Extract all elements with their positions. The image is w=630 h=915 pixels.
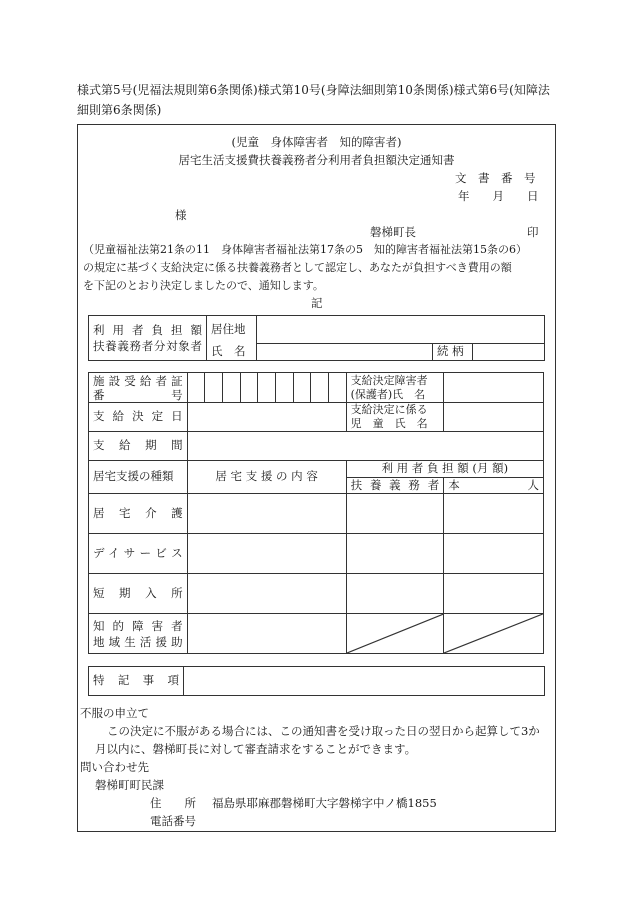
burden-header: 利 用 者 負 担 額 (月 額) bbox=[346, 461, 543, 478]
diagonal-strike bbox=[347, 614, 444, 653]
facility-number-digit[interactable] bbox=[293, 373, 311, 403]
facility-number-digit[interactable] bbox=[258, 373, 276, 403]
appeal-line-1: この決定に不服がある場合には、この通知書を受け取った日の翌日から起算して3か bbox=[107, 724, 540, 738]
addressee-suffix: 様 bbox=[175, 208, 187, 222]
service-type-header: 居宅支援の種類 bbox=[89, 461, 188, 494]
body-line-2: の規定に基づく支給決定に係る扶養義務者として認定し、あなたが負担すべき費用の額 bbox=[83, 261, 512, 274]
residence-label: 居住地 bbox=[207, 316, 257, 344]
body-line-3: を下記のとおり決定しましたので、通知します。 bbox=[83, 279, 324, 292]
appeal-heading: 不服の申立て bbox=[80, 706, 149, 720]
document-title: 居宅生活支援費扶養義務者分利用者負担額決定通知書 bbox=[178, 153, 455, 167]
principal-amount-crossed-cell bbox=[444, 614, 544, 654]
facility-number-digit[interactable] bbox=[205, 373, 223, 403]
ki-label: 記 bbox=[311, 296, 323, 310]
facility-number-label: 施設受給者証 番 号 bbox=[89, 373, 188, 403]
facility-number-digit[interactable] bbox=[311, 373, 329, 403]
service-content-cell[interactable] bbox=[187, 494, 346, 534]
principal-amount-cell[interactable] bbox=[444, 574, 544, 614]
obligor-amount-cell[interactable] bbox=[346, 574, 444, 614]
decision-date-value[interactable] bbox=[187, 403, 346, 432]
principal-header: 本 人 bbox=[444, 477, 544, 494]
diagonal-strike bbox=[444, 614, 543, 653]
facility-number-digit[interactable] bbox=[187, 373, 205, 403]
service-row-home-care: 居 宅 介 護 bbox=[89, 494, 188, 534]
facility-number-digit[interactable] bbox=[240, 373, 258, 403]
document-number-label: 文 書 番 号 bbox=[455, 171, 536, 185]
relation-label: 続 柄 bbox=[433, 344, 473, 361]
appeal-line-2: 月以内に、磐梯町長に対して審査請求をすることができます。 bbox=[95, 742, 417, 756]
facility-number-digit[interactable] bbox=[328, 373, 346, 403]
facility-number-digit[interactable] bbox=[222, 373, 240, 403]
issuer: 磐梯町長 bbox=[370, 225, 416, 239]
benefit-period-value[interactable] bbox=[187, 432, 543, 461]
contact-address-value: 福島県耶麻郡磐梯町大字磐梯字中ノ橋1855 bbox=[212, 796, 437, 810]
contact-heading: 問い合わせ先 bbox=[80, 760, 149, 774]
form-reference: 様式第5号(児福法規則第6条関係)様式第10号(身障法細則第10条関係)様式第6号(知障法細則第6条関係) bbox=[77, 83, 550, 117]
contact-phone-label: 電話番号 bbox=[150, 814, 196, 828]
child-name-value[interactable] bbox=[444, 403, 544, 432]
decision-date-label: 支 給 決 定 日 bbox=[89, 403, 188, 432]
remarks-table bbox=[88, 666, 545, 696]
contact-office: 磐梯町町民課 bbox=[95, 778, 164, 792]
service-row-short-stay: 短 期 入 所 bbox=[89, 574, 188, 614]
service-content-cell[interactable] bbox=[187, 614, 346, 654]
name-label: 氏 名 bbox=[207, 344, 257, 361]
name-value[interactable] bbox=[257, 344, 433, 361]
remarks-label: 特 記 事 項 bbox=[89, 667, 184, 696]
residence-value[interactable] bbox=[257, 316, 545, 344]
benefit-table bbox=[88, 372, 544, 654]
contact-address-label: 住 所 bbox=[150, 796, 196, 810]
obligor-table bbox=[88, 315, 545, 361]
seal-mark: 印 bbox=[527, 225, 539, 239]
body-line-1: （児童福祉法第21条の11 身体障害者福祉法第17条の5 知的障害者福祉法第15条の6） bbox=[83, 243, 527, 256]
principal-amount-cell[interactable] bbox=[444, 534, 544, 574]
remarks-value[interactable] bbox=[184, 667, 545, 696]
service-content-cell[interactable] bbox=[187, 534, 346, 574]
facility-number-digit[interactable] bbox=[275, 373, 293, 403]
benefit-period-label: 支 給 期 間 bbox=[89, 432, 188, 461]
service-content-cell[interactable] bbox=[187, 574, 346, 614]
service-row-group-home: 知 的 障 害 者 地 域 生 活 援 助 bbox=[89, 614, 188, 654]
recipient-label: 支給決定障害者 (保護者)氏 名 bbox=[346, 373, 444, 403]
principal-amount-cell[interactable] bbox=[444, 494, 544, 534]
date-label: 年 月 日 bbox=[458, 189, 539, 203]
obligor-target-label: 利 用 者 負 担 額 扶養義務者分対象者 bbox=[89, 316, 207, 361]
obligor-amount-cell[interactable] bbox=[346, 534, 444, 574]
service-content-header: 居 宅 支 援 の 内 容 bbox=[187, 461, 346, 494]
child-name-label: 支給決定に係る 児 童 氏 名 bbox=[346, 403, 444, 432]
recipient-value[interactable] bbox=[444, 373, 544, 403]
obligor-amount-cell[interactable] bbox=[346, 494, 444, 534]
subtitle: (児童 身体障害者 知的障害者) bbox=[231, 135, 402, 149]
obligor-header: 扶 養 義 務 者 bbox=[346, 477, 444, 494]
service-row-day-service: デイサービス bbox=[89, 534, 188, 574]
relation-value[interactable] bbox=[473, 344, 545, 361]
obligor-amount-crossed-cell bbox=[346, 614, 444, 654]
